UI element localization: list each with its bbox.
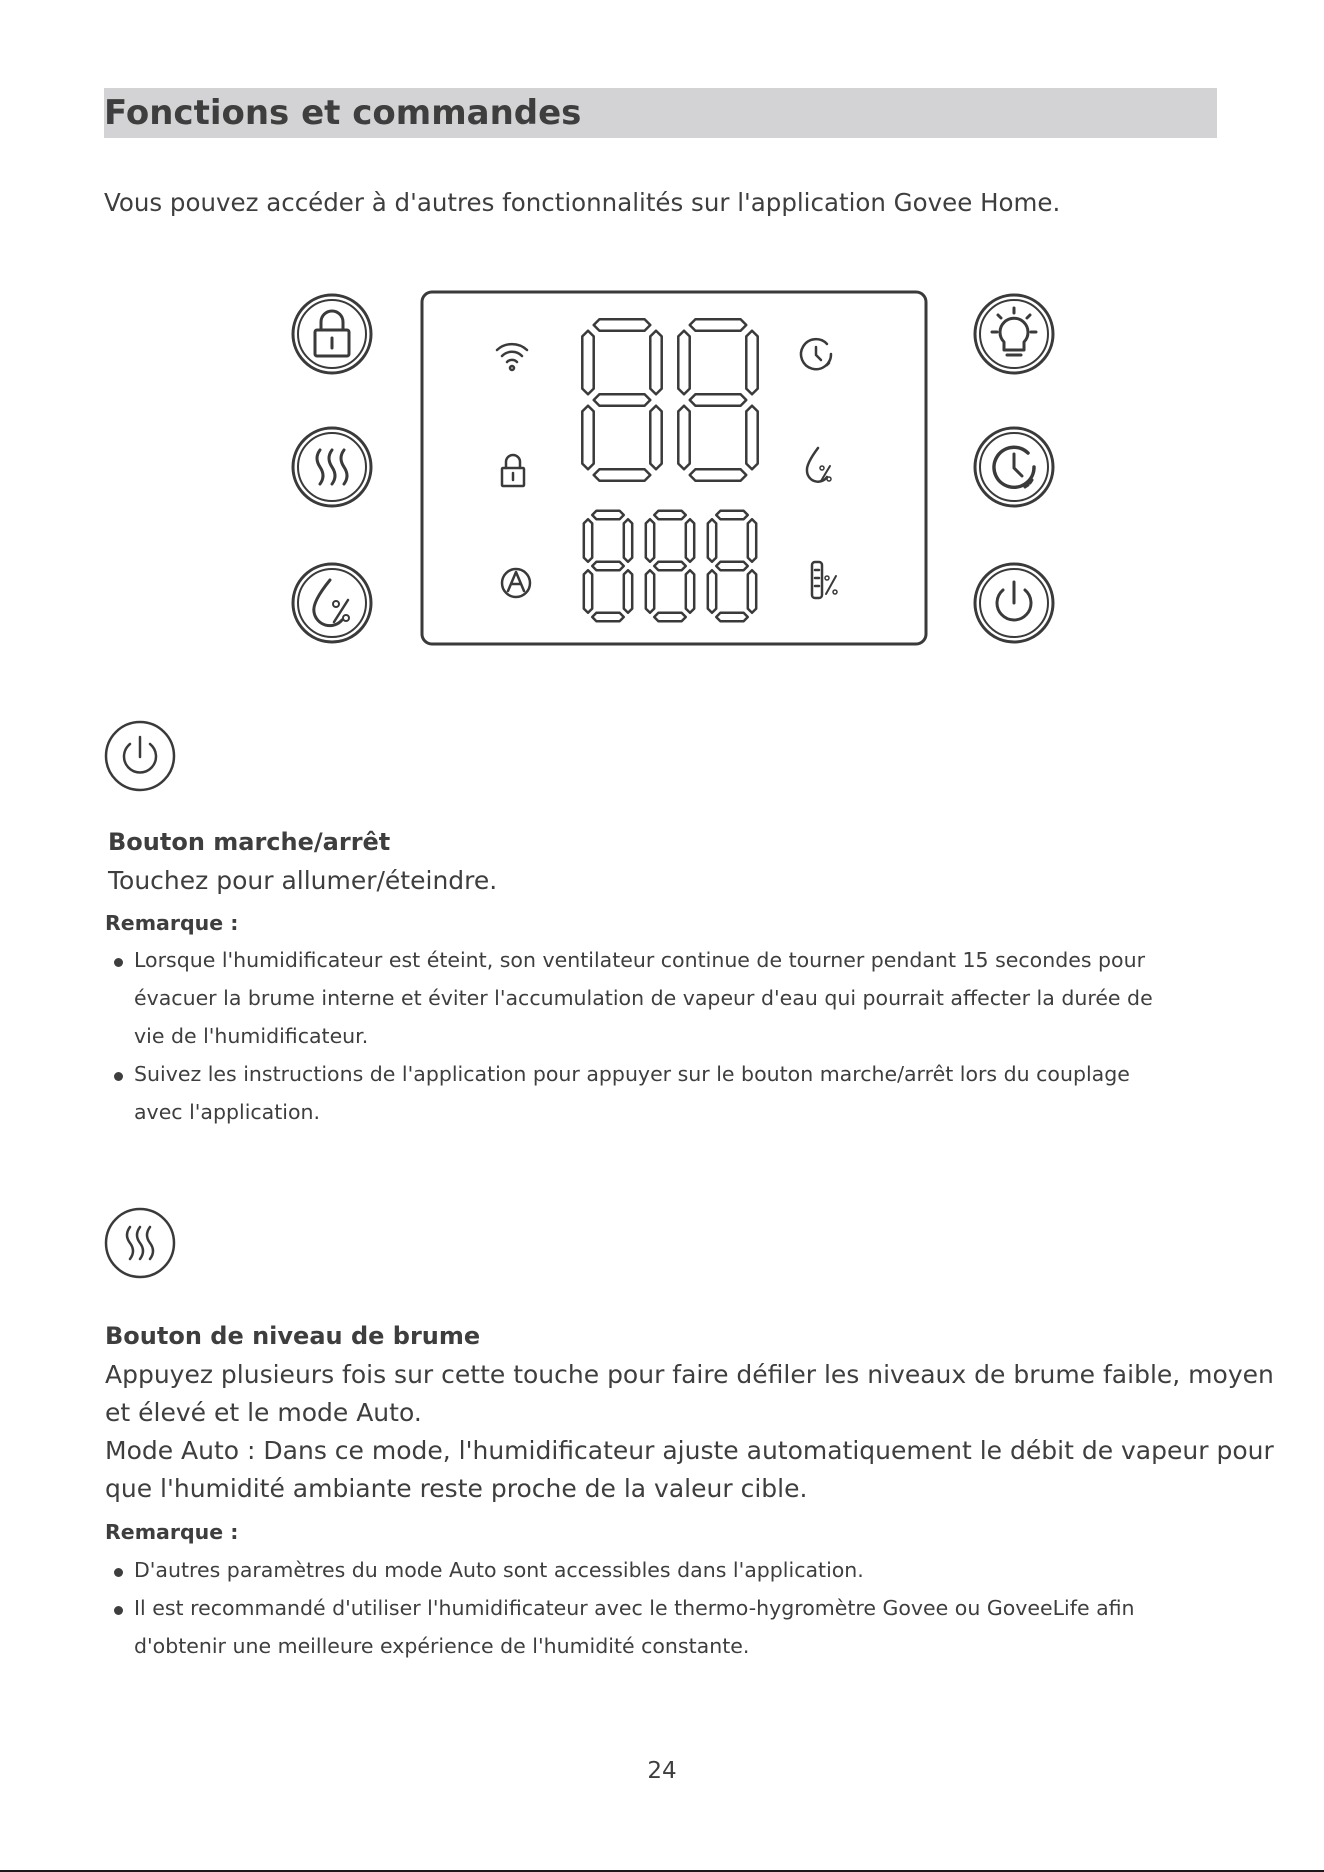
- bullet-dot: [114, 1606, 123, 1615]
- segment: [686, 570, 694, 613]
- lock-indicator-icon: [502, 455, 524, 486]
- intro-text: Vous pouvez accéder à d'autres fonctionnalités sur l'application Govee Home.: [104, 188, 1061, 217]
- bullet-text-line: Il est recommandé d'utiliser l'humidificateur avec le thermo-hygromètre Govee ou GoveeLife afin: [134, 1596, 1135, 1620]
- segment: [582, 331, 593, 395]
- timer-icon: [994, 447, 1034, 487]
- segment: [746, 406, 757, 470]
- power-section-icon: [104, 720, 176, 792]
- section-body-line: que l'humidité ambiante reste proche de la valeur cible.: [105, 1474, 808, 1503]
- lock-icon: [315, 311, 349, 356]
- light-bulb-icon: [992, 308, 1036, 355]
- bullet-text-line: D'autres paramètres du mode Auto sont accessibles dans l'application.: [134, 1558, 864, 1582]
- segment: [678, 406, 689, 470]
- bullet-dot: [114, 1568, 123, 1577]
- section-heading: Bouton de niveau de brume: [105, 1322, 481, 1350]
- segment: [690, 319, 747, 330]
- segment: [650, 331, 661, 395]
- segment: [748, 570, 756, 613]
- humidity-icon: [314, 580, 349, 626]
- section-body-line: et élevé et le mode Auto.: [105, 1398, 422, 1427]
- display-digit-small: [708, 511, 756, 621]
- segment: [716, 511, 748, 519]
- segment: [650, 406, 661, 470]
- bullet-text-line: Lorsque l'humidificateur est éteint, son ventilateur continue de tourner pendant 15 secondes pour: [134, 948, 1146, 972]
- segment: [716, 562, 748, 570]
- segment: [708, 570, 716, 613]
- segment: [594, 394, 651, 405]
- lock-button: [293, 295, 371, 373]
- bullet-text-line: avec l'application.: [134, 1100, 321, 1124]
- segment: [686, 519, 694, 562]
- segment: [654, 511, 686, 519]
- hygrometer-indicator-icon: [812, 562, 837, 598]
- display-digit-large: [582, 319, 661, 480]
- segment: [582, 406, 593, 470]
- mist-level-button: [293, 428, 371, 506]
- segment: [654, 613, 686, 621]
- mist-icon: [317, 450, 347, 484]
- segment: [748, 519, 756, 562]
- display-digit-large: [678, 319, 757, 480]
- control-panel-illustration: [280, 280, 1070, 660]
- section-body-line: Touchez pour allumer/éteindre.: [108, 866, 498, 895]
- segment: [624, 570, 632, 613]
- segment: [594, 319, 651, 330]
- segment: [584, 519, 592, 562]
- segment: [654, 562, 686, 570]
- display-digit-small: [646, 511, 694, 621]
- section-body-line: Appuyez plusieurs fois sur cette touche pour faire défiler les niveaux de brume faible, moyen: [105, 1360, 1274, 1389]
- segment: [690, 469, 747, 480]
- segment: [646, 570, 654, 613]
- clock-indicator-icon: [801, 339, 831, 369]
- segment: [584, 570, 592, 613]
- section-body-line: Mode Auto : Dans ce mode, l'humidificateur ajuste automatiquement le débit de vapeur pour: [105, 1436, 1274, 1465]
- display-digit-small: [584, 511, 632, 621]
- humidity-drop-indicator-icon: [807, 448, 831, 482]
- mist-section-icon: [104, 1207, 176, 1279]
- segment: [624, 519, 632, 562]
- remark-label: Remarque :: [105, 1520, 239, 1544]
- segment: [592, 613, 624, 621]
- timer-button: [975, 428, 1053, 506]
- bullet-dot: [114, 1072, 123, 1081]
- segment: [646, 519, 654, 562]
- segment: [690, 394, 747, 405]
- bullet-text-line: évacuer la brume interne et éviter l'accumulation de vapeur d'eau qui pourrait affecter la durée de: [134, 986, 1153, 1010]
- bullet-text-line: Suivez les instructions de l'application pour appuyer sur le bouton marche/arrêt lors du couplage: [134, 1062, 1130, 1086]
- display-screen: [422, 292, 926, 644]
- auto-mode-indicator-icon: [502, 569, 530, 597]
- bullet-text-line: d'obtenir une meilleure expérience de l'humidité constante.: [134, 1634, 750, 1658]
- bullet-dot: [114, 958, 123, 967]
- page-number: 24: [647, 1758, 677, 1784]
- page-title: Fonctions et commandes: [104, 88, 1217, 138]
- segment: [746, 331, 757, 395]
- humidity-button: [293, 564, 371, 642]
- remark-label: Remarque :: [105, 911, 239, 935]
- power-icon: [997, 582, 1031, 620]
- segment: [592, 511, 624, 519]
- bullet-text-line: vie de l'humidificateur.: [134, 1024, 369, 1048]
- wifi-indicator-icon: [497, 344, 527, 370]
- segment: [708, 519, 716, 562]
- segment: [716, 613, 748, 621]
- segment: [594, 469, 651, 480]
- power-button: [975, 564, 1053, 642]
- light-button: [975, 295, 1053, 373]
- section-heading: Bouton marche/arrêt: [108, 828, 391, 856]
- segment: [592, 562, 624, 570]
- segment: [678, 331, 689, 395]
